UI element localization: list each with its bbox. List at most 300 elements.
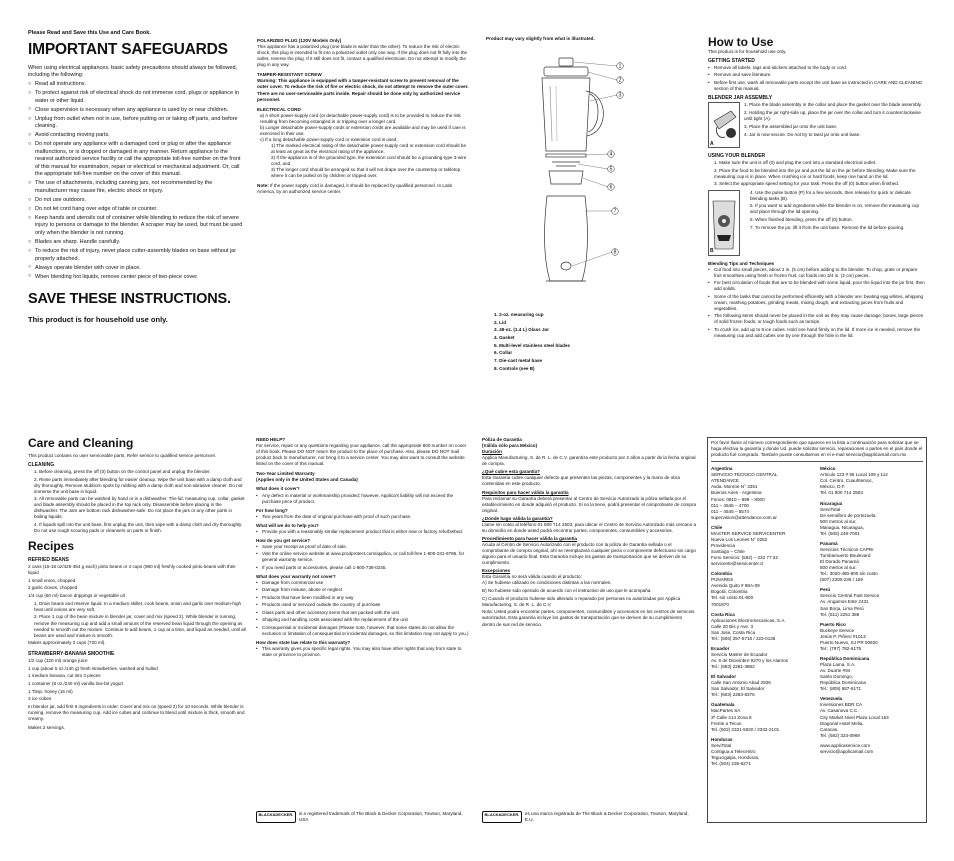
service-center-line: Inversiones BDR CA: [820, 702, 863, 708]
service-center-line: City Market Nivel Plaza Local 153: [820, 714, 889, 720]
country-name: Honduras: [711, 736, 733, 742]
trademark-en: [256, 811, 470, 823]
poliza-a5: Esta Garantía no será válida cuando el producto:: [482, 574, 582, 580]
warranty-answer: • Damage from commercial use: [256, 580, 470, 586]
part-number: 2.: [494, 319, 500, 325]
callout-number: 8: [613, 249, 617, 256]
cord-info-column: [257, 38, 471, 258]
service-center-entry: [711, 674, 814, 698]
callout-marker: [617, 92, 624, 99]
warranty-question: What does your warranty not cover?: [256, 573, 336, 579]
ingredient: 1/4 cup (60 ml) bacon drippings or vegetable oil: [28, 593, 125, 599]
safeguard-item: ○ When blending hot liquids, remove center piece of two-piece cover.: [28, 274, 246, 281]
service-center-entry: [711, 702, 814, 732]
service-center-line: Buenos Aires - Argentina: [711, 490, 762, 496]
refried-beans-yield: Makes approximately 3 cups (720 ml).: [28, 640, 106, 646]
refried-beans-steps: [28, 601, 246, 639]
polarized-plug-text: This appliance has a polarized plug (one blade is wider than the other). To reduce the risk of electric shock, this plug is intended to fit into a polarized outlet only one way. If the plug does not fit fully into the outlet, reverse the plug. If it still does not fit, contact a qualified electrician. Do not attempt to modify the plug in any way.: [257, 44, 468, 68]
part-name: 2-oz. measuring cup: [499, 312, 544, 317]
country-name: México: [820, 466, 836, 472]
use-step: 6. When finished blending, press the off (0) button.: [750, 216, 853, 222]
warranty-answer: • Shipping and handling costs associated with the replacement of the unit: [256, 617, 470, 623]
tip-item: • Cut food into small pieces, about 2 in. (5 cm) before adding to the blender. To chop, grate or prepare fruit smoothies using fresh or frozen fruit, cut foods into 3/4 in. (2 cm) pieces.: [708, 267, 926, 279]
safeguard-item: ○ Keep hands and utensils out of container while blending to reduce the risk of severe injury to persons or damage to the blender. A scraper may be used, but must be used only when the blender is not running.: [28, 215, 246, 237]
service-center-line: (507) 2300-236 / 159: [820, 577, 863, 583]
warranty-question: For how long?: [256, 507, 288, 513]
service-center-entry: [711, 466, 814, 521]
warranty-answer: • Visit the online service website at www.prodprotect.com/applica, or call toll-free 1-800-231-9786, for general warranty service.: [256, 551, 470, 563]
part-item: [494, 358, 634, 364]
safeguard-item: ○ Unplug from outlet when not in use, before putting on or taking off parts, and before cleaning.: [28, 116, 246, 131]
safeguards-title: IMPORTANT SAFEGUARDS: [28, 41, 228, 59]
cleaning-step: 3. All removable parts can be washed by hand or in a dishwasher. The lid, measuring cup, collar, gasket and blade assembly should be placed in the top rack only. Disassemble before placing in the dishwasher. The Jars are bottom rack dishwasher-safe. Do not place the jars or any other parts in boiling liquids.: [34, 496, 245, 520]
poliza-a4: Acuda al Centro de Servicio Autorizado con el producto con la póliza de Garantía sellada o el comprobante de compra original, ahí se reemplazará cualquier pieza o componente defectuoso sin cargo alguno para el usuario final. Esta Garantía incluye los gastos de transportación que se deriven de su cumplimiento.: [482, 542, 696, 566]
service-center-line: 3ª Calle 414 Zona 8: [711, 714, 752, 720]
service-center-line: Av. Angamos Este 2431: [820, 599, 869, 605]
cord-item: a) A short power-supply cord (or detachable power-supply cord) is to be provided to reduce the risk resulting from becoming entangled in or tripping over a longer cord.: [260, 112, 461, 124]
service-center-line: Calle 20 Bis y Ave. 3: [711, 623, 754, 629]
safeguard-item: ○ To protect against risk of electrical shock do not immerse cord, plugs or appliance in water or other liquid.: [28, 90, 246, 105]
service-center-line: San Borja, Lima Perú: [820, 605, 864, 611]
excepciones-list: [482, 580, 696, 607]
service-center-line: Av. Casanova C.C.: [820, 708, 859, 714]
tips-list: [708, 267, 926, 339]
how-to-use-title: How to Use: [708, 36, 774, 49]
tip-item: • The following items should never be placed in the unit as they may cause damage: bones, large pieces of solid frozen foods, or tough foods such as turnips.: [708, 313, 926, 325]
warranty-answer: • If you need parts or accessories, please call 1-800-738-0245.: [256, 565, 470, 571]
cord-item: 1) The marked electrical rating of the detachable power-supply cord or extension cord should be at least as great as the electrical rating of the appliance,: [271, 143, 467, 155]
service-center-entry: [711, 525, 814, 567]
service-center-line: Diagonal Hotel Melia,: [820, 720, 864, 726]
warranty-subheading: (Applies only in the United States and Canada): [256, 477, 358, 483]
warranty-column: [256, 437, 470, 799]
service-center-line: Jesús P. Piñero #1013: [820, 633, 866, 639]
safeguard-item: ○ Do not operate any appliance with a damaged cord or plug or after the appliance malfunctions, or is dropped or damaged in any manner. Return appliance to the nearest authorized service facility or call the appropriate toll-free number on the front of this manual for examination, repair or electrical or mechanical adjustment. Or, call the appropriate toll-free number on the cover of this manual.: [28, 141, 246, 178]
service-centers-box: [707, 437, 927, 823]
note-text: If the power supply cord is damaged, it should be replaced by qualified personnel. In Latin America, by an authorized service center.: [257, 183, 453, 195]
poliza-q4: Procedimiento para hacer válida la garantía: [482, 535, 577, 541]
service-center-line: Aplicaciones Electromecanicas, S.A.: [711, 617, 786, 623]
service-center-entry: [711, 737, 814, 767]
smoothie-yield: Makes 2 servings.: [28, 725, 66, 731]
service-center-line: servicente@servicenter.cl: [711, 561, 764, 567]
safeguard-item: ○ Do not let cord hang over edge of table or counter.: [28, 206, 246, 213]
using-blender-block: [708, 190, 926, 258]
warranty-answer: • Any defect in material or workmanship provided; however, Applica's liability will not exceed the purchase price of product.: [256, 493, 470, 505]
using-blender-steps: [708, 160, 926, 187]
cleaning-heading: CLEANING: [28, 462, 55, 469]
electrical-cord-list: [257, 113, 471, 180]
service-center-line: 011 – 4545 – 4700: [711, 502, 749, 508]
ingredient: 1 container (8 oz./240 ml) vanilla low-fat yogurt: [28, 680, 124, 686]
ingredient: 1 cup (about 5 oz./140 g) fresh strawberries, washed and hulled: [28, 665, 158, 671]
warranty-heading: Two-Year Limited Warranty: [256, 471, 315, 477]
recipe-step: 1. Drain beans and reserve liquid. In a medium skillet, cook beans, onion and garlic over medium-high heat until onions are very soft.: [34, 600, 242, 612]
poliza-q3: ¿Donde hago válida la garantía?: [482, 515, 553, 521]
tamper-screw-text: Warning: This appliance is equipped with a tamper-resistant screw to prevent removal of the outer cover. To reduce the risk of fire or electric shock, do not attempt to remove the outer cover. There are no user-serviceable parts inside. Repair should be done only by authorized service personnel.: [257, 78, 469, 102]
warranty-answer: • Glass parts and other accessory items that are packed with the unit: [256, 610, 470, 616]
service-center-entry: [820, 541, 923, 583]
safeguards-list: [28, 81, 246, 281]
part-name: Multi-level stainless steel blades: [499, 342, 571, 348]
use-step: 3. Select the appropriate speed setting for your task. Press the off (0) button when finished.: [714, 181, 900, 187]
service-center-line: Contigua a Telecentro: [711, 748, 756, 754]
figure-b-label: B: [710, 247, 714, 254]
callout-number: 3: [618, 92, 622, 99]
cleaning-step: 2. Rinse parts immediately after blending for easier cleanup. Wipe the unit base with a damp cloth and dry thoroughly. Remove stubborn spots by rubbing with a damp cloth and non-abrasive cleaner. Do not immerse the unit base in liquid.: [34, 476, 243, 494]
service-center-line: Tel. sin costo 01-800: [711, 595, 754, 601]
warranty-question: What does it cover?: [256, 486, 300, 492]
service-center-entry: [820, 696, 923, 738]
service-center-entry: [820, 587, 923, 617]
callout-marker: [608, 166, 615, 173]
jar-step: 3. Place the assembled jar onto the unit base.: [744, 123, 838, 129]
service-center-line: Fono Servicio: (562) – 232 77 22: [711, 555, 778, 561]
part-number: 5.: [494, 342, 500, 348]
service-center-line: Frente a Tecun: [711, 720, 742, 726]
duracion-text: Applica Manufacturing, S. de R. L. de C.V. garantiza este producto por 2 años a partir de la fecha original de compra.: [482, 455, 696, 467]
warranty-answer: • Damage from misuse, abuse or neglect: [256, 587, 470, 593]
tamper-screw-heading: TAMPER-RESISTANT SCREW: [257, 72, 322, 78]
polarized-plug-heading: POLARIZED PLUG (120V Models Only): [257, 38, 342, 43]
warranty-answer: • Two years from the date of original purchase with proof of such purchase.: [256, 514, 470, 520]
service-center-line: www.applicaservice.com: [820, 742, 871, 748]
service-center-line: ATENDANCE: [711, 478, 739, 484]
poliza-subheading: (Válida sólo para México): [482, 443, 538, 449]
cord-item: c) If a long detachable power-supply cord or extension cord is used,: [260, 136, 398, 142]
service-center-line: Tel. (511) 2251 388: [820, 611, 860, 617]
control-panel-figure-icon: [709, 191, 739, 255]
callout-marker: [612, 249, 619, 256]
part-number: 3.: [494, 327, 500, 333]
service-center-line: Tel. (505) 248-7001: [820, 530, 860, 536]
parts-column: [486, 36, 636, 386]
service-center-line: Fonos: 0810 – 999 – 8000: [711, 496, 765, 502]
part-number: 4.: [494, 334, 500, 340]
service-center-line: Av. 6 de Diciembre 9270 y los Alamos: [711, 658, 788, 663]
callout-number: 5: [609, 166, 613, 173]
part-name: Controls (see B): [499, 365, 535, 371]
excepcion-item: A) Se hubiese utilizado en condiciones distintas a las normales.: [482, 580, 612, 586]
service-center-line: Tegucigalpa, Honduras,: [711, 754, 760, 760]
jar-assembly-steps: [744, 102, 924, 139]
tips-heading: Blending Tips and Techniques: [708, 260, 775, 266]
safeguard-item: ○ Blades are sharp. Handle carefully.: [28, 239, 246, 246]
service-center-line: El Dorado Panamá: [820, 559, 859, 565]
trademark-es: [482, 811, 696, 823]
jar-step: 2. Holding the jar right-side up, place the jar over the collar and turn it counterclockwise until tight (A).: [744, 110, 921, 122]
service-center-line: Providencia: [711, 542, 736, 548]
smoothie-steps: In blender jar, add first 5 ingredients in order. Cover and mix on (speed 2) for 10 seconds. While blender is running, remove the measuring cup. Add ice cubes and continue to blend until mixture is thick, smooth and creamy.: [28, 703, 245, 721]
callout-number: 2: [618, 77, 622, 84]
callout-marker: [617, 77, 624, 84]
part-item: [494, 327, 634, 333]
service-center-line: Servicio Central Fast Service: [820, 593, 880, 599]
service-center-line: Calle San Antonio Abad 2936: [711, 680, 771, 686]
warranty-answer: • Provide you with a reasonably similar replacement product that is either new or factory refurbished.: [256, 529, 470, 535]
jar-assembly-block: [708, 102, 926, 150]
figure-a: [708, 102, 740, 148]
warranty-question: What will we do to help you?: [256, 522, 319, 528]
ingredient: 2 cans (15-16 oz/425-454 g each) pinto beans or 4 cups (980 ml) freshly cooked pinto beans with their liquid: [28, 564, 236, 576]
service-center-line: Managua, Nicaragua,: [820, 524, 864, 530]
blender-illustration: [486, 56, 636, 301]
cleaning-steps: [28, 469, 246, 534]
jar-step: 4. Jar is now secure. Do not try to twist jar onto unit base.: [744, 131, 861, 137]
service-center-line: 011 – 4545 – 5574: [711, 508, 749, 514]
country-name: Guatemala: [711, 702, 735, 708]
part-item: [494, 312, 634, 318]
poliza-q1: ¿Qué cubre esta garantía?: [482, 469, 540, 475]
safeguards-column: [28, 30, 246, 370]
refried-beans-heading: REFRIED BEANS: [28, 557, 69, 564]
service-center-line: De semáforo de portezuela: [820, 512, 876, 518]
black-decker-logo-es: BLACK&DECKER.: [482, 811, 522, 823]
poliza-a3: Llame sin costo al teléfono 01 800 714 2503, para ubicar el Centro de Servicio Autorizado más cercano a su domicilio en donde usted podrá encontrar partes, componentes, consumibles y accesorios.: [482, 521, 696, 533]
part-number: 1.: [494, 312, 500, 317]
trademark-en-text: is a registered trademark of The Black & Decker Corporation, Towson, Maryland, USA: [298, 811, 463, 823]
ingredient: 1 Tbsp. honey (15 ml): [28, 688, 73, 694]
warranty-answer: • Products that have been modified in any way: [256, 595, 470, 601]
duracion-heading: Duración: [482, 449, 502, 455]
figure-a-label: A: [710, 140, 714, 147]
callout-marker: [608, 151, 615, 158]
safeguard-item: ○ To reduce the risk of injury, never place cutter-assembly blades on base without jar properly attached.: [28, 248, 246, 263]
country-name: Venezuela: [820, 696, 843, 702]
part-item: [494, 320, 634, 326]
service-center-line: Santo Domingo,: [820, 674, 853, 680]
service-center-line: Avda. Monroe N° 3351: [711, 484, 758, 490]
service-center-line: 7001870: [711, 601, 729, 607]
need-help-text: For service, repair or any questions regarding your appliance, call the appropriate 800 number on cover of this book. Please DO NOT return the product to the place of purchase. Also, please DO NOT mail product back to manufacturer, nor bring it to a service center. You may also want to consult the website listed on the cover of this manual.: [256, 443, 467, 467]
service-center-line: Avenida Quito # 88A-09: [711, 583, 760, 589]
parts-list: [494, 312, 634, 373]
household-notice: This product is for household use only.: [28, 315, 168, 325]
care-cleaning-title: Care and Cleaning: [28, 437, 134, 450]
cleaning-step: 4. If liquids spill into the unit base, first unplug the unit, then wipe with a damp cloth and dry thoroughly. Do not use rough scouring pads or cleansers on parts or finish.: [34, 522, 243, 534]
trademark-es-text: es una marca registrada de The Black & Decker Corporation, Towson, Maryland, E.U.: [524, 811, 689, 823]
warranty-answer-list: [256, 514, 470, 520]
service-center-line: PUNARES: [711, 577, 734, 583]
excepcion-item: C) Cuando el producto hubiese sido alterado o reparado por personas no autorizadas por Applica Manufacturing, S. de R. L. de C.V.: [482, 595, 681, 607]
black-decker-logo: BLACK&DECKER.: [256, 811, 296, 823]
callout-marker: [617, 63, 624, 70]
warranty-answer: • Consequential or incidental damages (Please note, however, that some states do not allow the exclusion or limitation of consequential or incidental damages, so this limitation may not apply to you.): [256, 625, 470, 637]
part-number: 6.: [494, 350, 500, 356]
warranty-question: How does state law relate to this warranty?: [256, 639, 351, 645]
service-centers-intro: Por favor llame al número correspondiente que aparece en la lista a continuación para solicitar que se haga efectiva la garantía y donde Ud. puede solicitar servicio, reparaciones o partes en el país donde el producto fué comprado. También puede consultarnos en el e-mail servicio@applicamail.com.mx: [711, 440, 923, 462]
use-step: 5. If you want to add ingredients while the blender is on, remove the measuring cup and place through the lid opening.: [750, 203, 920, 215]
getting-started-heading: GETTING STARTED: [708, 58, 755, 65]
warranty-answer-list: [256, 646, 470, 658]
service-center-line: Tel.: (503) 2284-8376: [711, 692, 755, 698]
country-name: Argentina: [711, 466, 733, 472]
how-to-use-column: [708, 36, 926, 381]
service-center-entry: [711, 612, 814, 642]
cleaning-step: 1. Before cleaning, press the off (0) button on the control panel and unplug the blender.: [34, 468, 211, 474]
safeguard-item: ○ Close supervision is necessary when any appliance is used by or near children.: [28, 107, 246, 114]
warranty-answer: • Products used or serviced outside the country of purchase: [256, 602, 470, 608]
service-center-line: San Salvador, El Salvador: [711, 686, 765, 692]
service-center-line: 500 metros al sur.: [820, 518, 857, 524]
service-center-line: Puerto Nuevo, SJ PR 00920: [820, 639, 878, 645]
country-name: Panamá: [820, 540, 838, 546]
refried-beans-ingredients: [28, 564, 246, 599]
country-name: El Salvador: [711, 674, 737, 680]
care-recipes-column: [28, 437, 246, 809]
use-step: 2. Place the food to be blended into the jar and put the lid on the jar before blending. Make sure the measuring cup is in place. When crushing ice or hard foods, keep one hand on the lid.: [714, 167, 916, 179]
service-center-entry: [820, 622, 923, 652]
service-center-line: Buckeye Service: [820, 627, 855, 633]
part-item: [494, 343, 634, 349]
part-number: 8.: [494, 365, 500, 371]
service-center-line: Nueva Los Leones N° 0252: [711, 536, 768, 542]
warranty-answer: • This warranty gives you specific legal rights. You may also have other rights that vary from state to state or province to province.: [256, 646, 470, 658]
service-center-line: Caracas.: [820, 726, 839, 732]
poliza-a2: Para reclamar su Garantía deberá presentar al Centro de Servicio Autorizado la póliza sellada por el establecimiento en donde adquirió el producto. Si no la tiene, podrá presentar el comprobante de compra original.: [482, 495, 696, 513]
poliza-nota: Nota: Usted podra encontrar partes, componentes, consumibles y accesorios en los centros de servicios autorizados. Esta garantía incluye los gastos de transportación que se deriven de su cumplimiento dentro de sus red de servicio.: [482, 609, 695, 627]
callout-marker: [608, 184, 615, 191]
service-center-line: servicio@applicamail.com: [820, 748, 874, 754]
country-name: Puerto Rico: [820, 621, 846, 627]
use-step: 7. To remove the jar, lift it from the unit base. Remove the lid before pouring.: [750, 224, 905, 230]
use-step: 1. Make sure the unit is off (0) and plug the cord into a standard electrical outlet.: [714, 160, 877, 166]
country-name: Nicaragua: [820, 500, 843, 506]
warranty-answer: • Save your receipt as proof of date of sale.: [256, 544, 470, 550]
service-center-line: Tel.: (593) 2281-3882: [711, 664, 755, 670]
using-blender-steps-2: [744, 190, 924, 233]
service-centers-left: [711, 466, 814, 771]
ingredient: 1/2 cup (120 ml) orange juice: [28, 657, 88, 663]
save-instructions-heading: SAVE THESE INSTRUCTIONS.: [28, 291, 231, 308]
country-name: Chile: [711, 524, 723, 530]
poliza-q5: Excepciones: [482, 568, 511, 574]
poliza-column: [482, 437, 696, 669]
electrical-cord-heading: ELECTRICAL CORD: [257, 106, 301, 112]
service-center-entry: [820, 656, 923, 692]
warranty-qa: [256, 486, 470, 658]
care-intro: This product contains no user serviceable parts. Refer service to qualified service personnel.: [28, 453, 216, 459]
service-center-entry: [820, 501, 923, 537]
callout-marker: [612, 208, 619, 215]
need-help-heading: NEED HELP?: [256, 437, 286, 442]
using-blender-heading: USING YOUR BLENDER: [708, 153, 766, 160]
service-center-line: Tel. (504) 235-6271: [711, 760, 751, 766]
part-name: Lid: [499, 319, 506, 325]
poliza-heading: Póliza de Garantía: [482, 437, 522, 442]
cord-note: [257, 183, 471, 195]
getting-started-list: [708, 65, 926, 92]
safeguard-item: ○ Read all instructions.: [28, 81, 246, 88]
service-center-line: Tel.: (809) 687-9171: [820, 686, 862, 692]
tip-item: • To crush ice, add up to 6 ice cubes. Hold one hand firmly on the lid. If more ice is needed, remove the measuring cup and add cubes one by one through the hole in the lid.: [708, 327, 926, 339]
service-center-line: Col. Centro, Cuauhtemoc,: [820, 478, 874, 484]
service-center-line: ServiTotal: [711, 742, 732, 748]
service-center-line: Articulo 123 # 95 Local 109 y 112: [820, 472, 888, 478]
service-center-line: Bogotá, Colombia: [711, 589, 748, 595]
service-center-line: SERVICIO TECNICO CENTRAL: [711, 472, 778, 478]
service-center-line: MASTER SERVICE SERVICENTER: [711, 530, 786, 536]
part-name: Gasket: [499, 334, 515, 340]
part-number: 7.: [494, 357, 500, 363]
service-center-line: Av. Duarte #94: [820, 668, 851, 674]
safeguard-item: ○ Do not use outdoors.: [28, 197, 246, 204]
read-save-notice: Please Read and Save this Use and Care Book.: [28, 30, 151, 36]
service-center-line: Servicios Técnicos CAPRI: [820, 546, 874, 552]
ingredient: 2 garlic cloves, chopped: [28, 585, 78, 591]
jar-assembly-heading: BLENDER JAR ASSEMBLY: [708, 94, 773, 101]
part-name: Die-cast metal base: [499, 357, 543, 363]
service-centers-right: [820, 466, 923, 771]
getting-started-item: • Remove all labels, tags and stickers attached to the body or cord.: [708, 65, 926, 71]
callout-number: 6: [609, 184, 613, 191]
ingredient: 3 ice cubes: [28, 696, 52, 702]
getting-started-item: • Remove and save literature.: [708, 72, 926, 78]
part-name: Collar: [499, 350, 513, 356]
recipes-title: Recipes: [28, 539, 75, 554]
cord-item: 2) If the appliance is of the grounded type, the extension cord should be a grounding-type 3-wire cord, and: [271, 155, 467, 167]
service-center-line: supervision@attendance.com.ar: [711, 514, 777, 520]
service-center-line: ServiTotal: [820, 506, 841, 512]
country-name: Colombia: [711, 571, 732, 577]
country-name: Ecuador: [711, 645, 730, 651]
part-name: 48-oz. (1.4 L) Glass Jar: [499, 327, 549, 333]
warranty-answer-list: [256, 544, 470, 571]
service-center-line: Plaza Lama, S.A.: [820, 662, 856, 667]
warranty-answer-list: [256, 580, 470, 637]
service-center-entry: [820, 466, 923, 496]
service-center-line: Tel.: (506) 257-5716 / 223-0136: [711, 635, 776, 641]
part-item: [494, 350, 634, 356]
safeguard-item: ○ Always operate blender with cover in place.: [28, 265, 246, 272]
service-center-line: Tel.: (787) 782-6175: [820, 645, 862, 651]
excepcion-item: B) No hubiese sido operado de acuerdo con el instructivo de uso que le acompaña.: [482, 588, 652, 594]
part-item: [494, 335, 634, 341]
ingredient: 1 small onion, chopped: [28, 577, 76, 583]
warranty-answer-list: [256, 529, 470, 535]
warranty-question: How do you get service?: [256, 537, 311, 543]
jar-step: 1. Place the blade assembly in the collar and place the gasket over the blade assembly.: [744, 102, 922, 108]
tip-item: • Some of the tasks that cannot be performed efficiently with a blender are: beating egg whites, whipping cream, mashing potatoes, grinding meats, mixing dough, and extracting juices from fruits and vegetables.: [708, 294, 926, 312]
recipe-step: 2. Place 1 cup of the bean mixture in blender jar, cover and mix (speed 2). While blender is running, remove the measuring cup and add a small amount of the reserved bean liquid through the opening as needed to smooth out the mixture. Continue to add beans, 1 cup at a time, and liquid as needed, until all beans are used and mixture is smooth.: [34, 614, 246, 638]
warranty-answer-list: [256, 493, 470, 505]
note-label: Note:: [257, 183, 269, 189]
country-name: República Dominicana: [820, 655, 870, 661]
service-center-line: Tel.: 3020-480-800 sin costo: [820, 571, 878, 577]
service-center-line: República Dominicana: [820, 680, 866, 686]
safeguards-intro: When using electrical appliances, basic safety precautions should always be followed, including the following:: [28, 64, 238, 79]
service-center-line: Tel. (502) 2331-5020 / 2332-2101: [711, 726, 780, 732]
service-center-entry: [820, 743, 923, 755]
callout-number: 7: [613, 208, 617, 215]
safeguard-item: ○ The use of attachments, including canning jars, not recommended by the manufacturer may cause fire, electric shock or injury.: [28, 180, 246, 195]
country-name: Costa Rica: [711, 611, 735, 617]
callout-number: 4: [609, 151, 613, 158]
smoothie-ingredients: [28, 658, 246, 702]
poliza-q2: Requisitos para hacer válida la garantía: [482, 489, 569, 495]
service-center-line: México, D.F.: [820, 484, 846, 490]
country-name: Perú: [820, 587, 831, 593]
service-center-entry: [711, 571, 814, 607]
use-step: 4. Use the pulse button (P) for a few seconds, then release for quick or delicate blending tasks (B).: [750, 189, 911, 201]
service-center-line: Tel. (582) 324-0969: [820, 732, 860, 738]
callout-number: 1: [618, 63, 622, 70]
service-center-line: San Jose, Costa Rica: [711, 629, 756, 635]
safeguard-item: ○ Avoid contacting moving parts.: [28, 132, 246, 139]
household-note: This product is for household use only.: [708, 49, 787, 55]
poliza-a1: Esta Garantía cubre cualquier defecto que presenten las piezas, componentes y la mano de obra contenidas en este producto.: [482, 475, 680, 487]
cord-item: 3) The longer cord should be arranged so that it will not drape over the countertop or tabletop where it can be pulled on by children or tripped over.: [271, 167, 461, 179]
